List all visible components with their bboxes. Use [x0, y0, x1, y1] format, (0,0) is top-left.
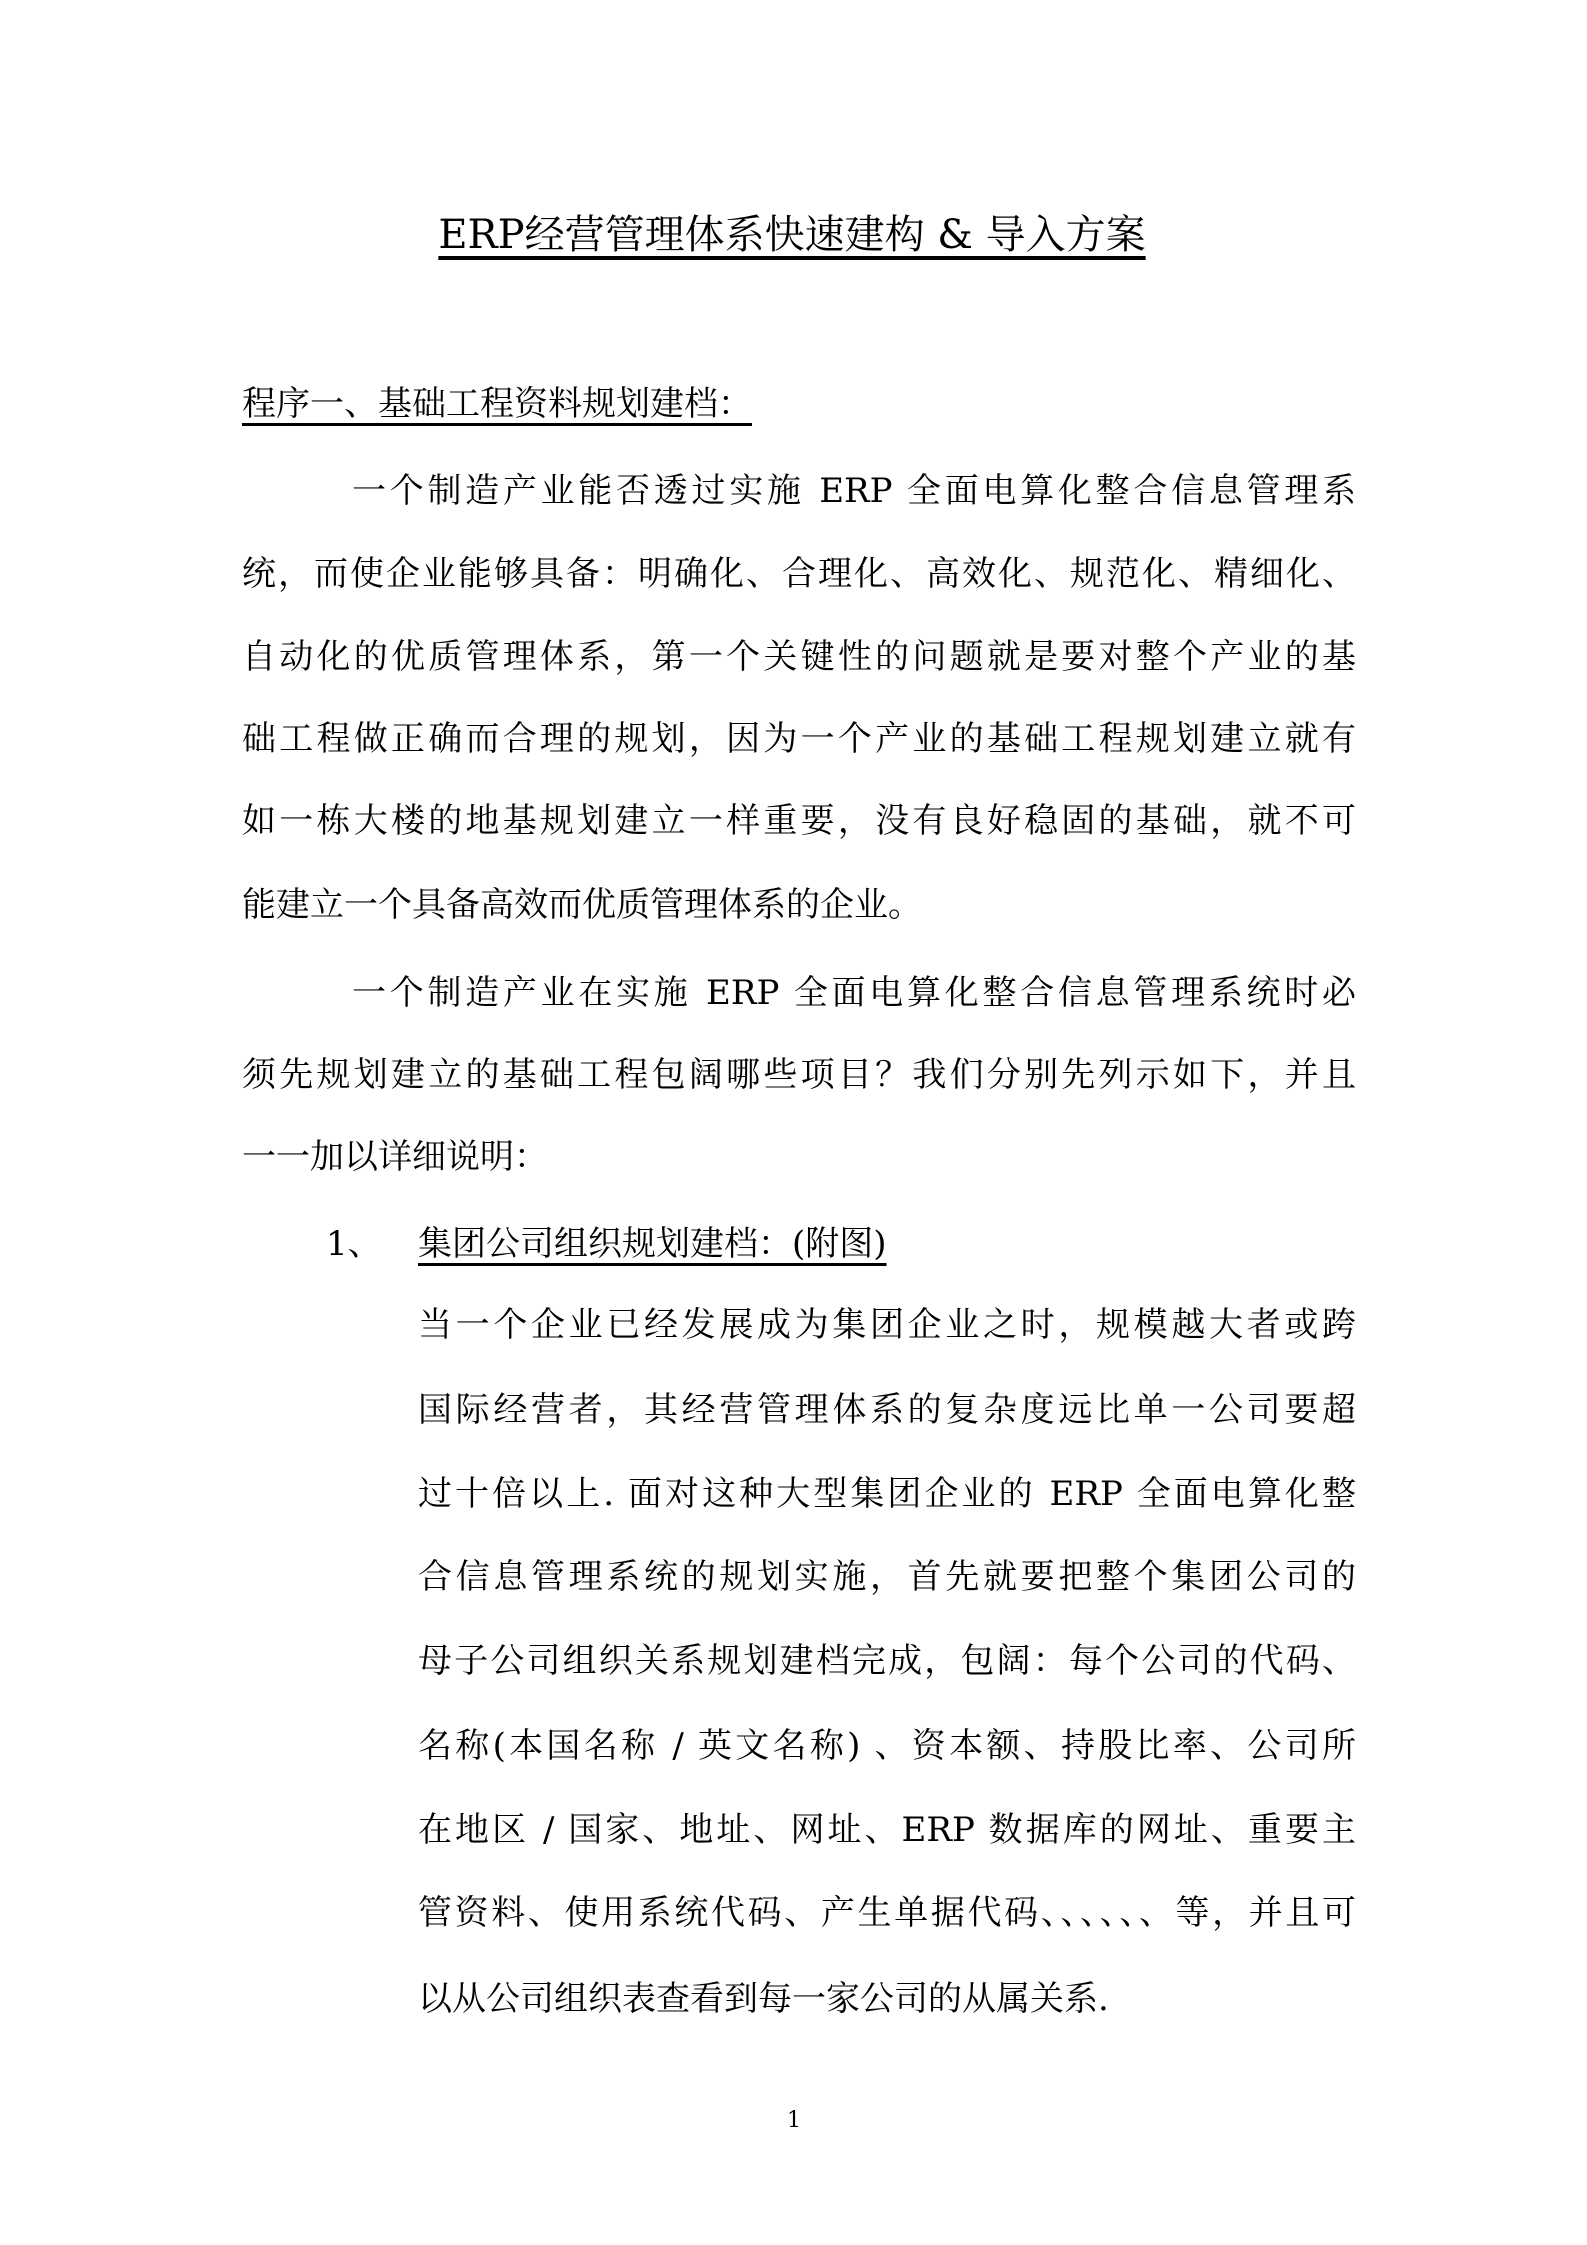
text-line: 础工程做正确而合理的规划，因为一个产业的基础工程规划建立就有	[242, 719, 1356, 759]
list-item-heading: 集团公司组织规划建档：(附图)	[418, 1224, 887, 1264]
page-number: 1	[787, 2108, 801, 2133]
section-heading: 程序一、基础工程资料规划建档：	[242, 384, 752, 424]
text-line: 当一个企业已经发展成为集团企业之时，规模越大者或跨	[418, 1305, 1356, 1345]
document-title: ERP经营管理体系快速建构 & 导入方案	[438, 212, 1146, 258]
text-line: 一个制造产业在实施 ERP 全面电算化整合信息管理系统时必	[352, 973, 1356, 1013]
text-line: 名称(本国名称 / 英文名称) 、资本额、持股比率、公司所	[418, 1726, 1356, 1766]
text-line: 母子公司组织关系规划建档完成，包阔：每个公司的代码、	[418, 1641, 1356, 1681]
text-line: 须先规划建立的基础工程包阔哪些项目？我们分别先列示如下，并且	[242, 1055, 1356, 1095]
text-line: 自动化的优质管理体系，第一个关键性的问题就是要对整个产业的基	[242, 637, 1356, 677]
text-line: 以从公司组织表查看到每一家公司的从属关系.	[418, 1979, 1109, 2019]
text-line: 管资料、使用系统代码、产生单据代码、、、、、、等，并且可	[418, 1893, 1356, 1933]
text-line: 一一加以详细说明：	[242, 1137, 548, 1177]
text-line: 统，而使企业能够具备：明确化、合理化、高效化、规范化、精细化、	[242, 554, 1356, 594]
text-line: 一个制造产业能否透过实施 ERP 全面电算化整合信息管理系	[352, 471, 1356, 511]
text-line: 合信息管理系统的规划实施，首先就要把整个集团公司的	[418, 1557, 1356, 1597]
text-line: 过十倍以上. 面对这种大型集团企业的 ERP 全面电算化整	[418, 1474, 1356, 1514]
text-line: 在地区 / 国家、地址、网址、ERP 数据库的网址、重要主	[418, 1810, 1356, 1850]
text-line: 如一栋大楼的地基规划建立一样重要，没有良好稳固的基础，就不可	[242, 801, 1356, 841]
text-line: 国际经营者，其经营管理体系的复杂度远比单一公司要超	[418, 1390, 1356, 1430]
list-item-number: 1、	[326, 1224, 382, 1264]
text-line: 能建立一个具备高效而优质管理体系的企业。	[242, 885, 922, 925]
